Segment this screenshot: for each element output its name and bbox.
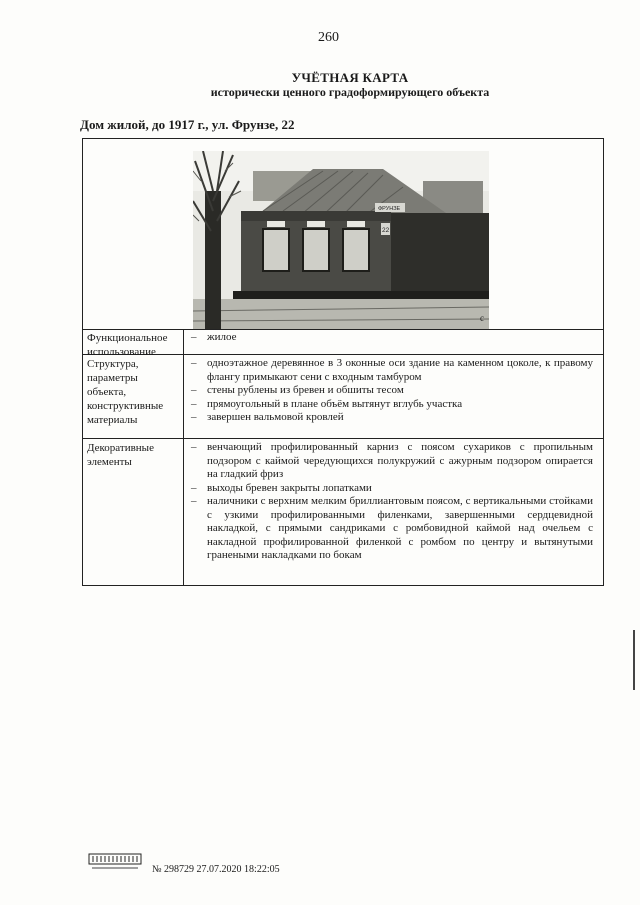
list-item: – одноэтажное деревянное в 3 оконные оси здание на каменном цоколе, к правому флангу примыкают сени с входным тамбуром [189,357,593,384]
svg-text:с: с [480,313,484,323]
row-functional-use [83,329,603,358]
row-decorative [83,439,603,585]
house-number-text: 22 [382,227,390,234]
registration-card [82,138,604,586]
photo-area [83,139,603,330]
row-items [189,331,593,345]
stamp-logo [88,852,144,872]
card-subtitle: исторически ценного градоформирующего объекта [210,85,490,99]
row-items [189,357,593,425]
object-name: Дом жилой, до 1917 г., ул. Фрунзе, 22 [80,117,295,132]
list-item: – завершен вальмовой кровлей [189,411,593,425]
house-photo [193,151,489,329]
list-item: – прямоугольный в плане объём вытянут вглубь участка [189,398,593,412]
row-label: Функциональное использование [87,332,168,358]
row-structure [83,355,603,439]
list-item: – венчающий профилированный карниз с поясом сухариков с пропильным подзором с каймой чередующихся полукружий с ажурным подзором опирается на гладкий фриз [189,441,593,482]
street-plaque-text: ФРУНЗЕ [378,206,401,212]
page-number: 260 [318,30,339,45]
list-item: – наличники с верхним мелким бриллиантовым поясом, с вертикальными стойками с узкими профилированными филенками, завершенными сердцевидной накладкой, с прямыми сандриками с ромбовидной каймой над очельем с накладной профилированной филенкой с ромбом по центру и вытянутыми гранеными накладками по бокам [189,495,593,563]
list-item: – жилое [189,331,593,345]
card-title: УЧЁТНАЯ КАРТА [291,70,409,85]
row-label: Декоративные элементы [87,442,154,468]
list-item: – стены рублены из бревен и обшиты тесом [189,384,593,398]
document-id: № 298729 27.07.2020 18:22:05 [152,864,280,875]
row-label: Структура, параметры объекта, конструктивные материалы [87,358,164,426]
scan-edge-mark [632,630,636,690]
row-items [189,441,593,563]
list-item: – выходы бревен закрыты лопатками [189,482,593,496]
